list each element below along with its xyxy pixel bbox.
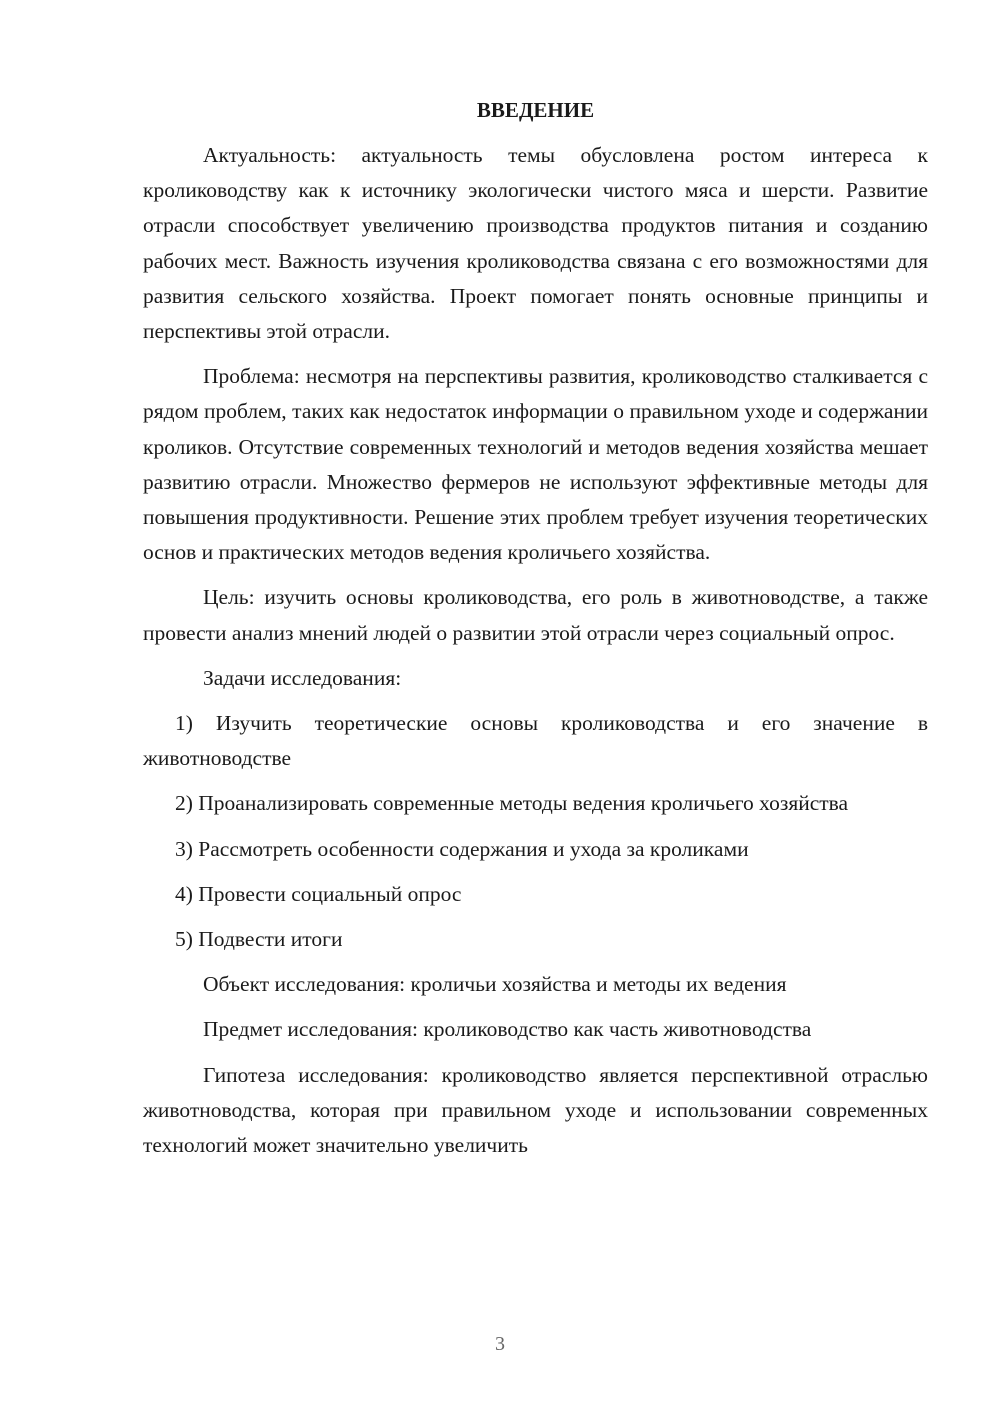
problem-paragraph: Проблема: несмотря на перспективы развития, кролиководство сталкивается с рядом проблем, таких как недостаток информации о правильном уходе и содержании кроликов. Отсутствие современных технологий и методов ведения хозяйства мешает развитию отрасли. Множество фермеров не используют эффективные методы для повышения продуктивности. Решение этих проблем требует изучения теоретических основ и практических методов ведения кроличьего хозяйства.	[143, 364, 928, 565]
relevance-paragraph: Актуальность: актуальность темы обусловлена ростом интереса к кролиководству как к источнику экологически чистого мяса и шерсти. Развитие отрасли способствует увеличению производства продуктов питания и созданию рабочих мест. Важность изучения кролиководства связана с его возможностями для развития сельского хозяйства. Проект помогает понять основные принципы и перспективы этой отрасли.	[143, 143, 928, 344]
task-item-5: 5) Подвести итоги	[175, 927, 343, 952]
task-item-3: 3) Рассмотреть особенности содержания и ухода за кроликами	[175, 836, 749, 861]
document-page	[143, 90, 928, 1173]
task-item-2: 2) Проанализировать современные методы ведения кроличьего хозяйства	[175, 791, 849, 816]
goal-paragraph: Цель: изучить основы кролиководства, его роль в животноводстве, а также провести анализ мнений людей о развитии этой отрасли через социальный опрос.	[143, 585, 928, 645]
tasks-heading: Задачи исследования:	[203, 665, 402, 690]
object-paragraph: Объект исследования: кроличьи хозяйства и методы их ведения	[203, 972, 787, 997]
subject-paragraph: Предмет исследования: кролиководство как часть животноводства	[203, 1017, 812, 1042]
section-title: ВВЕДЕНИЕ	[476, 98, 595, 122]
page-number: 3	[495, 1333, 505, 1355]
task-item-1: 1) Изучить теоретические основы кролиководства и его значение в животноводстве	[143, 711, 928, 771]
hypothesis-paragraph: Гипотеза исследования: кролиководство является перспективной отраслью животноводства, которая при правильном уходе и использовании современных технологий может значительно увеличить	[143, 1062, 928, 1158]
task-item-4: 4) Провести социальный опрос	[175, 881, 462, 906]
